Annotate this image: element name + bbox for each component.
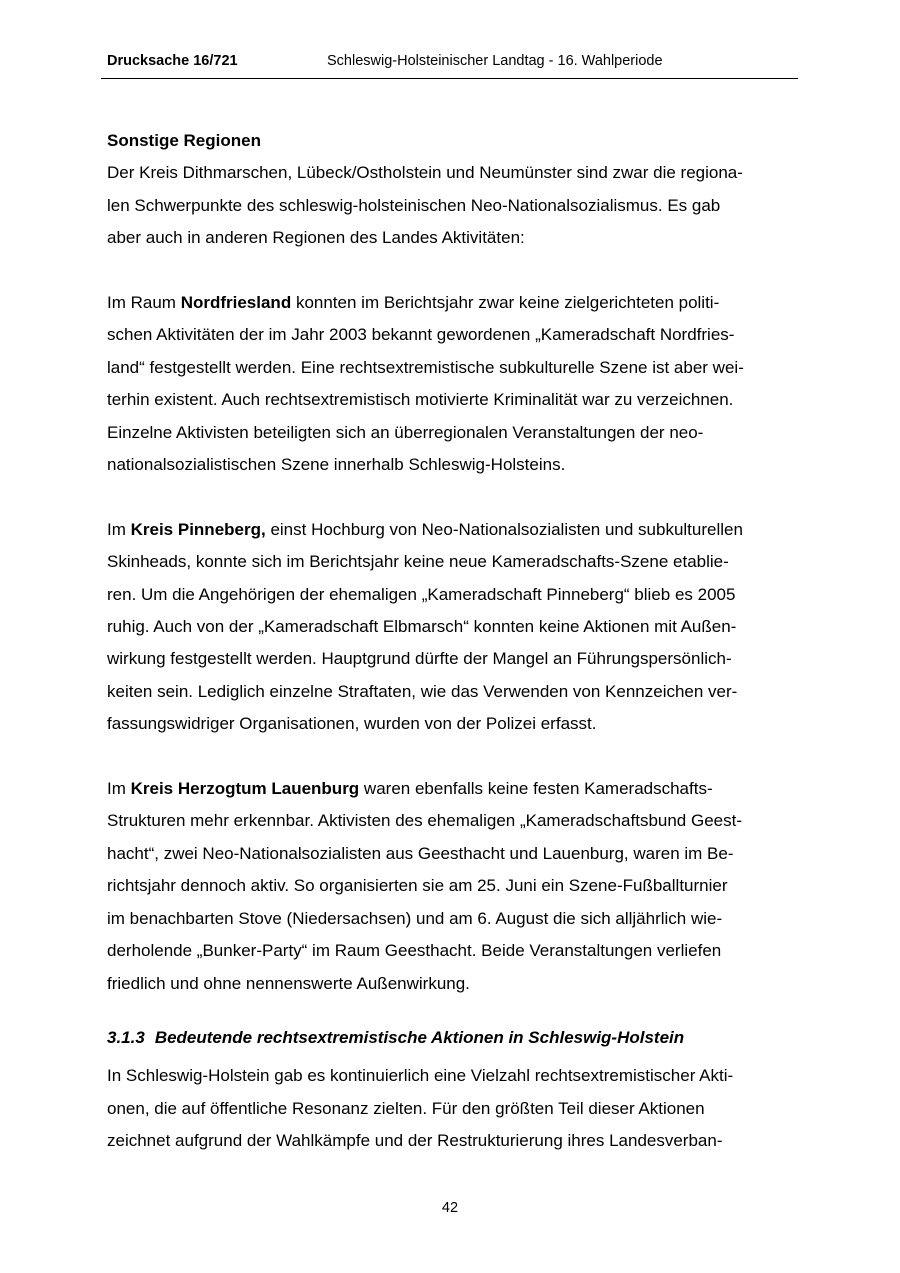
text-line xyxy=(107,773,797,805)
paragraph-aktionen xyxy=(107,1060,797,1157)
section-heading-3-1-3 xyxy=(107,1022,797,1054)
text-line: friedlich und ohne nennenswerte Außenwirkung. xyxy=(107,973,470,993)
text-line: Skinheads, konnte sich im Berichtsjahr keine neue Kameradschafts-Szene etablie- xyxy=(107,552,729,572)
text-line: derholende „Bunker-Party“ im Raum Geesthacht. Beide Veranstaltungen verliefen xyxy=(107,941,722,961)
text-line: wirkung festgestellt werden. Hauptgrund dürfte der Mangel an Führungspersönlich- xyxy=(107,649,732,669)
text-run: Im xyxy=(107,519,131,539)
text-line xyxy=(107,287,797,319)
text-run: waren ebenfalls keine festen Kameradschafts- xyxy=(359,779,713,799)
section-heading-sonstige-regionen: Sonstige Regionen xyxy=(107,131,261,150)
paragraph-pinneberg xyxy=(107,514,797,741)
page-body xyxy=(107,125,797,1158)
text-run: Im xyxy=(107,779,131,799)
text-line: In Schleswig-Holstein gab es kontinuierlich eine Vielzahl rechtsextremistischer Akti- xyxy=(107,1066,734,1086)
region-name-pinneberg: Kreis Pinneberg, xyxy=(130,519,266,539)
page-header xyxy=(101,52,798,79)
page-number: 42 xyxy=(441,1200,459,1216)
text-line: ren. Um die Angehörigen der ehemaligen „Kameradschaft Pinneberg“ blieb es 2005 xyxy=(107,584,736,604)
text-line: aber auch in anderen Regionen des Landes Aktivitäten: xyxy=(107,228,525,248)
text-line: len Schwerpunkte des schleswig-holsteinischen Neo-Nationalsozialismus. Es gab xyxy=(107,195,721,215)
text-line: Einzelne Aktivisten beteiligten sich an überregionalen Veranstaltungen der neo- xyxy=(107,422,704,442)
text-line: im benachbarten Stove (Niedersachsen) und am 6. August die sich alljährlich wie- xyxy=(107,908,723,928)
text-line: fassungswidriger Organisationen, wurden von der Polizei erfasst. xyxy=(107,714,597,734)
text-line: richtsjahr dennoch aktiv. So organisierten sie am 25. Juni ein Szene-Fußballturnier xyxy=(107,876,728,896)
landtag-title: Schleswig-Holsteinischer Landtag - 16. Wahlperiode xyxy=(327,53,663,69)
text-run: konnten im Berichtsjahr zwar keine zielgerichteten politi- xyxy=(291,293,720,313)
text-line: ruhig. Auch von der „Kameradschaft Elbmarsch“ konnten keine Aktionen mit Außen- xyxy=(107,617,737,637)
text-line: land“ festgestellt werden. Eine rechtsextremistische subkulturelle Szene ist aber wei- xyxy=(107,357,744,377)
text-line: terhin existent. Auch rechtsextremistisch motivierte Kriminalität war zu verzeichnen. xyxy=(107,390,734,410)
region-name-nordfriesland: Nordfriesland xyxy=(180,293,292,313)
text-run: einst Hochburg von Neo-Nationalsozialisten und subkulturellen xyxy=(265,519,743,539)
paragraph-lauenburg xyxy=(107,773,797,1000)
text-line: Strukturen mehr erkennbar. Aktivisten des ehemaligen „Kameradschaftsbund Geest- xyxy=(107,811,743,831)
text-line: zeichnet aufgrund der Wahlkämpfe und der Restrukturierung ihres Landesverban- xyxy=(107,1131,723,1151)
section-title: Bedeutende rechtsextremistische Aktionen in Schleswig-Holstein xyxy=(154,1027,685,1047)
section-number: 3.1.3 xyxy=(107,1027,145,1047)
text-line: nationalsozialistischen Szene innerhalb Schleswig-Holsteins. xyxy=(107,455,566,475)
text-line: schen Aktivitäten der im Jahr 2003 bekannt gewordenen „Kameradschaft Nordfries- xyxy=(107,325,735,345)
paragraph-nordfriesland xyxy=(107,287,797,481)
document-number: Drucksache 16/721 xyxy=(107,53,238,69)
text-line: onen, die auf öffentliche Resonanz zielten. Für den größten Teil dieser Aktionen xyxy=(107,1098,705,1118)
region-name-lauenburg: Kreis Herzogtum Lauenburg xyxy=(130,779,360,799)
text-line: hacht“, zwei Neo-Nationalsozialisten aus Geesthacht und Lauenburg, waren im Be- xyxy=(107,843,734,863)
text-line: Der Kreis Dithmarschen, Lübeck/Ostholstein und Neumünster sind zwar die regiona- xyxy=(107,163,743,183)
text-line xyxy=(107,514,797,546)
paragraph-sonstige-regionen xyxy=(107,157,797,254)
text-line: keiten sein. Lediglich einzelne Straftaten, wie das Verwenden von Kennzeichen ver- xyxy=(107,681,738,701)
text-run: Im Raum xyxy=(107,293,181,313)
